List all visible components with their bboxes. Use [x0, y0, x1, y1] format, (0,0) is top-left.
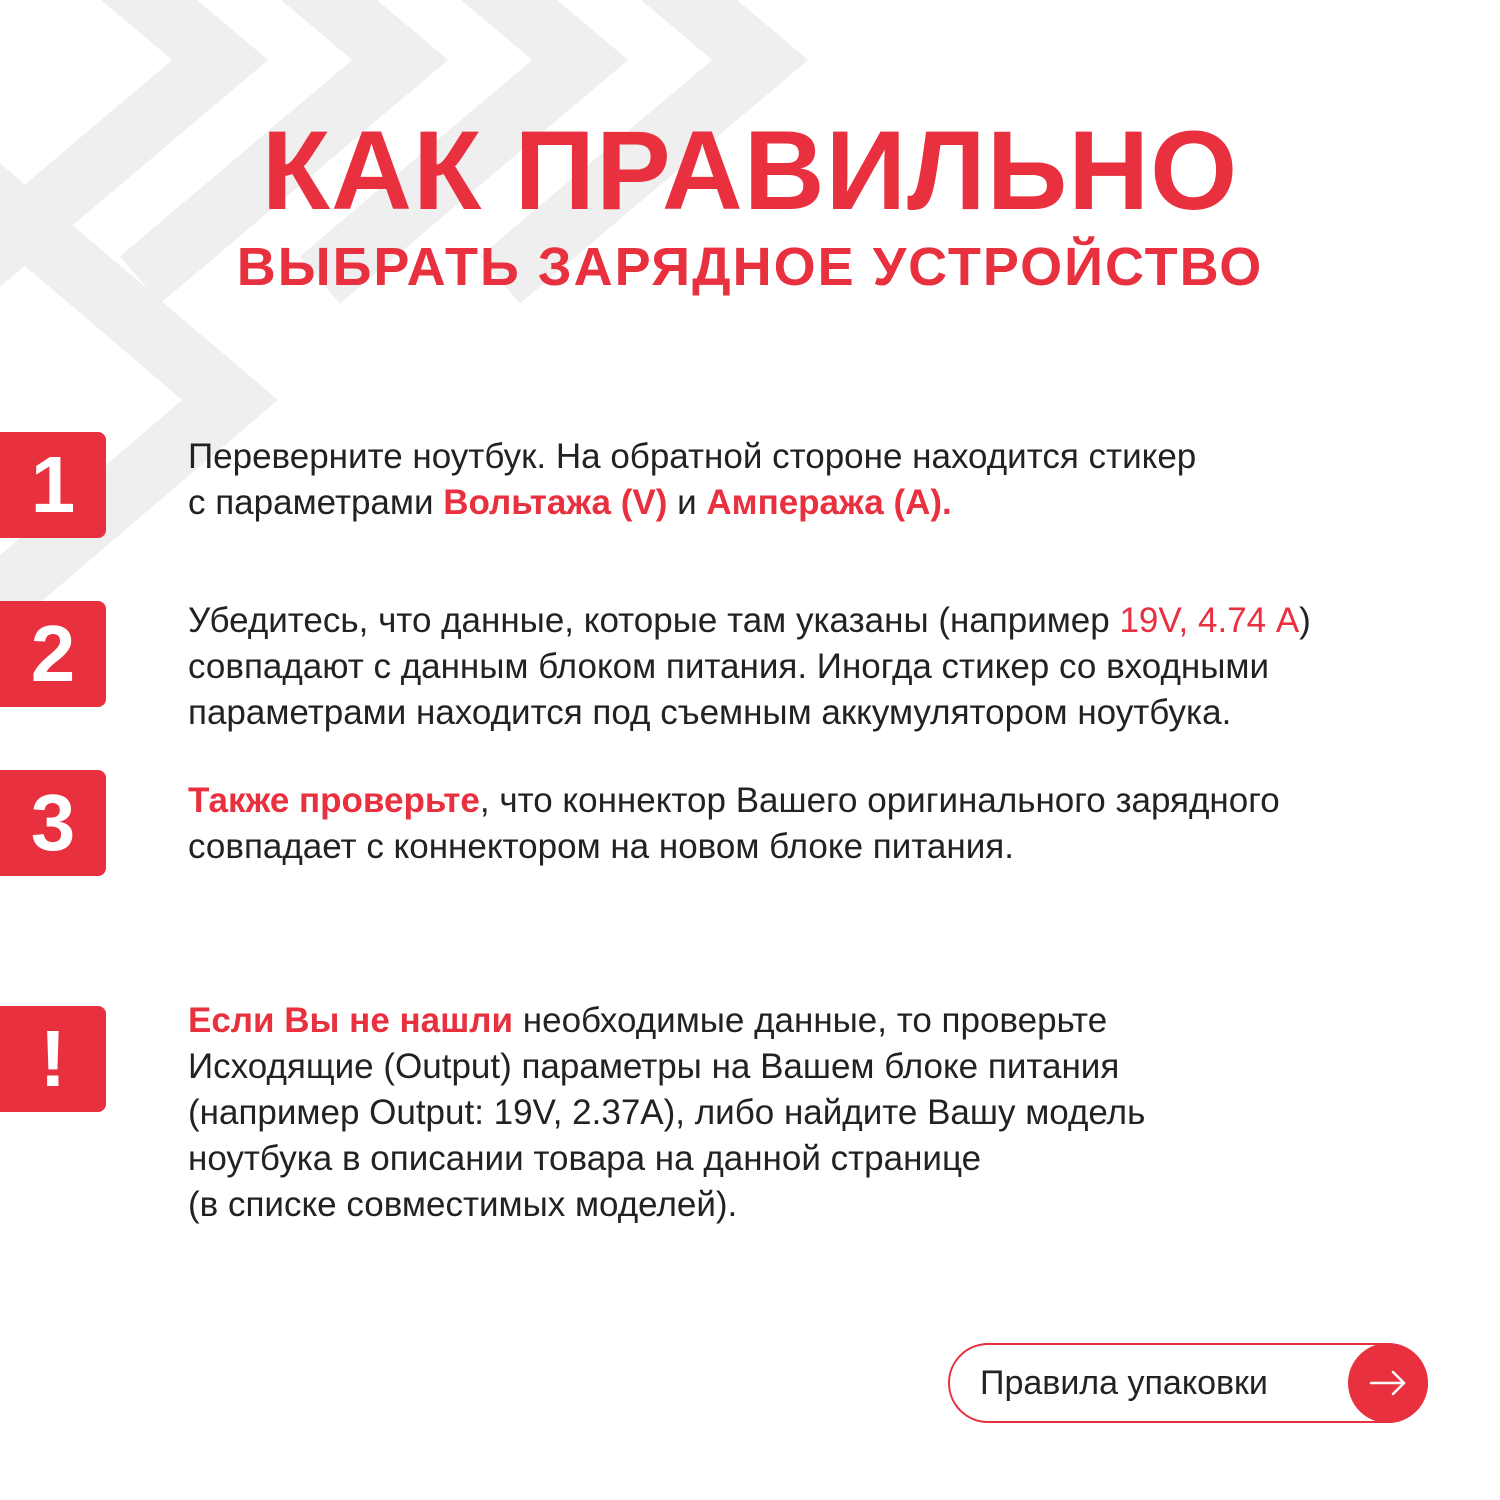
step-2-after: ) — [1299, 601, 1311, 640]
step-3-highlight: Также проверьте — [188, 781, 480, 820]
step-2-before: Убедитесь, что данные, которые там указаны (например — [188, 601, 1120, 640]
step-3-line-2: совпадает с коннектором на новом блоке питания. — [188, 827, 1014, 866]
step-1-connector: и — [667, 483, 707, 522]
step-3-badge: 3 — [0, 770, 106, 876]
step-2-text — [188, 598, 1428, 736]
warning-line-2: Исходящие (Output) параметры на Вашем блоке питания — [188, 1047, 1120, 1086]
packing-rules-button[interactable] — [948, 1343, 1428, 1423]
step-1-prefix: с параметрами — [188, 483, 444, 522]
voltage-highlight: Вольтажа (V) — [443, 483, 668, 522]
packing-rules-label: Правила упаковки — [980, 1364, 1268, 1402]
step-1-text — [188, 434, 1428, 526]
warning-rest: необходимые данные, то проверьте — [513, 1001, 1108, 1040]
example-values-highlight: 19V, 4.74 А — [1119, 601, 1300, 640]
arrow-right-icon[interactable] — [1348, 1343, 1428, 1423]
warning-line-1 — [188, 998, 1428, 1044]
step-1-badge: 1 — [0, 432, 106, 538]
warning-badge: ! — [0, 1006, 106, 1112]
step-2-badge: 2 — [0, 601, 106, 707]
warning-text — [188, 998, 1428, 1228]
step-1-line-1: Переверните ноутбук. На обратной стороне находится стикер — [188, 437, 1197, 476]
warning-highlight: Если Вы не нашли — [188, 1001, 514, 1040]
amperage-highlight: Ампеража (А). — [706, 483, 952, 522]
step-1-line-2 — [188, 480, 1428, 526]
step-2-line-2: совпадают с данным блоком питания. Иногда стикер со входными — [188, 647, 1270, 686]
page-title: КАК ПРАВИЛЬНО — [261, 108, 1239, 233]
page-subtitle: ВЫБРАТЬ ЗАРЯДНОЕ УСТРОЙСТВО — [236, 237, 1264, 297]
step-2-line-1 — [188, 598, 1428, 644]
step-2-line-3: параметрами находится под съемным аккумулятором ноутбука. — [188, 693, 1232, 732]
step-3-line-1 — [188, 778, 1428, 824]
step-3-text — [188, 778, 1428, 870]
warning-line-4: ноутбука в описании товара на данной странице — [188, 1139, 982, 1178]
warning-line-5: (в списке совместимых моделей). — [188, 1185, 738, 1224]
step-3-rest: , что коннектор Вашего оригинального зарядного — [479, 781, 1280, 820]
warning-line-3: (например Output: 19V, 2.37А), либо найдите Вашу модель — [188, 1093, 1146, 1132]
